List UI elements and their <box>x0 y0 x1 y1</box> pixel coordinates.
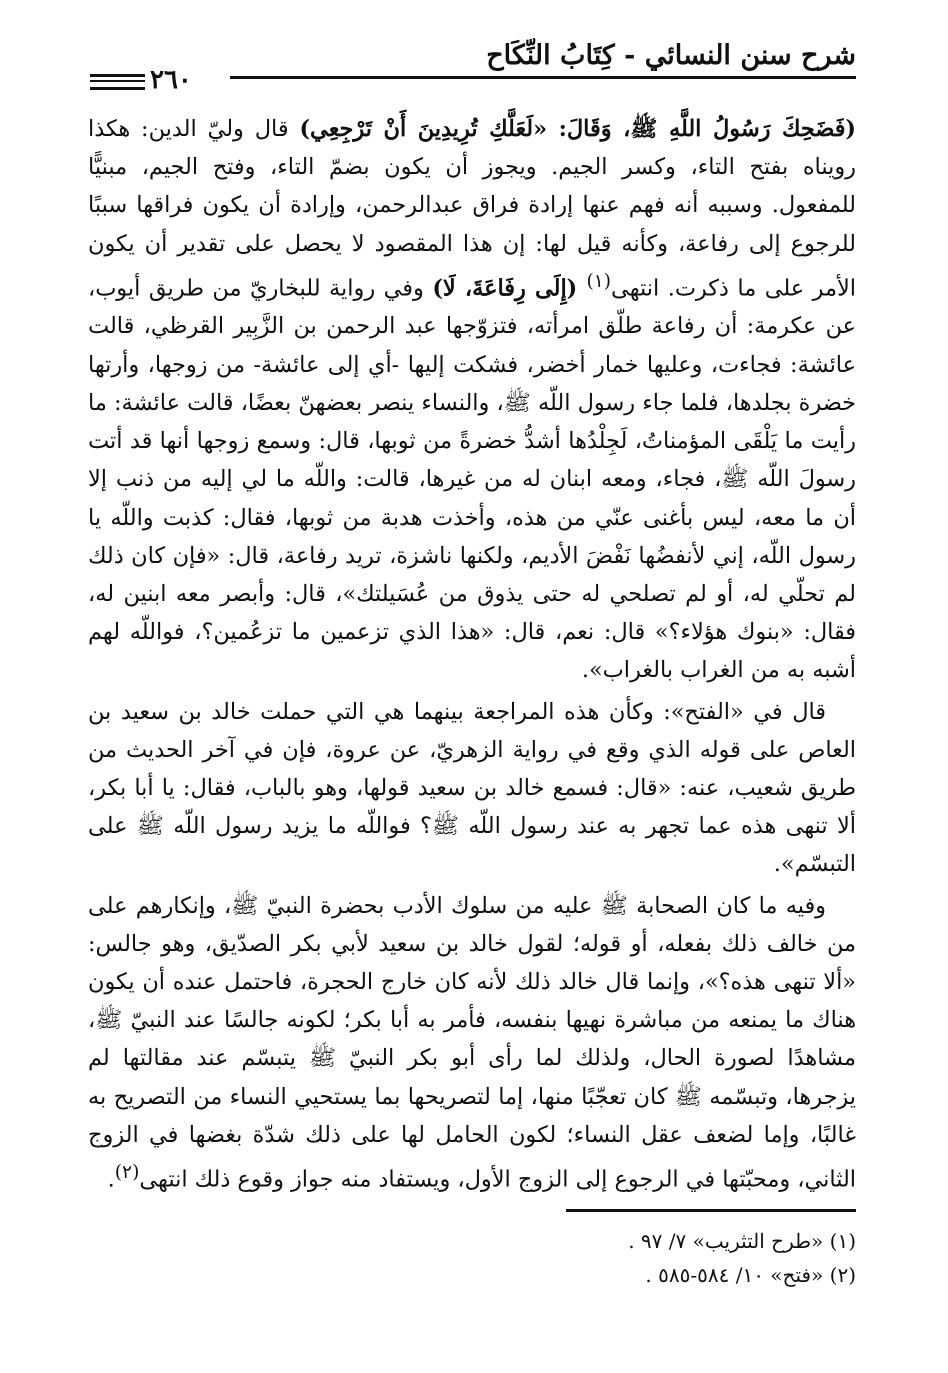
commentary-text-2: وفي رواية للبخاريّ من طريق أيوب، عن عكرمة: أن رفاعة طلّق امرأته، فتزوّجها عبد الرحمن بن الزَّبِير القرظي، قالت عائشة: فجاءت، وعليها خمار أخضر، فشكت إليها -أي إلى عائشة- من زوجها، وأرتها خضرة بجلدها، فلما جاء رسول اللّه ﷺ، والنساء ينصر بعضهنّ بعضًا، قالت عائشة: ما رأيت ما يَلْقَى المؤمناتُ، لَجِلْدُها أشدُّ خضرةً من ثوبها، قال: وسمع زوجها أنها قد أتت رسولَ اللّه ﷺ، فجاء، ومعه ابنان له من غيرها، قالت: واللّه ما لي إليه من ذنب إلا أن ما معه، ليس بأغنى عنّي من هذه، وأخذت هدبة من ثوبها، فقال: كذبت واللّه يا رسول اللّه، إني لأنفضُها نَفْضَ الأديم، ولكنها ناشزة، تريد رفاعة، قال: «فإن كان ذلك لم تحلّي له، أو لم تصلحي له حتى يذوق من عُسَيلتك»، قال: وأبصر معه ابنين له، فقال: «بنوك هؤلاء؟» قال: نعم، قال: «هذا الذي تزعمين ما تزعُمين؟، فواللّه لهم أشبه به من الغراب بالغراب». <box>88 275 856 684</box>
footnote-divider <box>566 1209 856 1212</box>
footnote-ref-2: (٢) <box>114 1161 140 1183</box>
paragraph-3 <box>88 887 856 1199</box>
footnote-2: (٢) «فتح» ١٠/ ٥٨٤-٥٨٥ . <box>645 1263 856 1287</box>
hadith-quote: (فَضَحِكَ رَسُولُ اللَّهِ ﷺ، وَقَالَ: «لَعَلَّكِ تُرِيدِينَ أَنْ تَرْجِعِي) <box>299 116 857 142</box>
main-text <box>88 110 856 1199</box>
page-number-block <box>90 66 230 94</box>
commentary-text: قال وليّ الدين: هكذا رويناه بفتح التاء، وكسر الجيم. ويجوز أن يكون بضمّ التاء، وفتح الجيم، مبنيًّا للمفعول. وسببه أنه فهم عنها إرادة فراق عبدالرحمن، وإرادة أن يكون فراقها سببًا للرجوع إلى رفاعة، وكأنه قيل لها: إن هذا المقصود لا يحصل على تقدير أن يكون الأمر على ما ذكرت. انتهى <box>88 116 856 302</box>
page-header <box>90 38 856 95</box>
footnotes <box>356 1224 856 1292</box>
page-number: ٢٦٠ <box>150 65 192 95</box>
hadith-quote-2: (إِلَى رِفَاعَةَ، لَا) <box>432 275 587 302</box>
page-number-ornament <box>90 74 145 90</box>
paragraph-1 <box>88 110 856 690</box>
paragraph-end: . <box>107 1166 115 1193</box>
commentary-text-3: وفيه ما كان الصحابة ﷺ عليه من سلوك الأدب بحضرة النبيّ ﷺ، وإنكارهم على من خالف ذلك بفعله، أو قوله؛ لقول خالد بن سعيد لأبي بكر الصدّيق، وهو جالس: «ألا تنهى هذه؟»، وإنما قال خالد ذلك لأنه كان خارج الحجرة، فاحتمل عنده أن يكون هناك ما يمنعه من مباشرة نهيها بنفسه، فأمر به أبا بكر؛ لكونه جالسًا عند النبيّ ﷺ، مشاهدًا لصورة الحال، ولذلك لما رأى أبو بكر النبيّ ﷺ يتبسّم عند مقالتها لم يزجرها، وتبسّمه ﷺ كان تعجّبًا منها، إما لتصريحها بما يستحيي النساء من التصريح به غالبًا، وإما لضعف عقل النساء؛ لكون الحامل لها على ذلك شدّة بغضها في الزوج الثاني، ومحبّتها في الرجوع إلى الزوج الأول، ويستفاد منه جواز وقوع ذلك انتهى <box>88 892 856 1193</box>
footnote-1: (١) «طرح التثريب» ٧/ ٩٧ . <box>628 1229 856 1253</box>
paragraph-2: قال في «الفتح»: وكأن هذه المراجعة بينهما هي التي حملت خالد بن سعيد بن العاص على قوله الذي وقع في رواية الزهريّ، عن عروة، فإن في آخر الحديث من طريق شعيب، عنه: «قال: فسمع خالد بن سعيد قولها، وهو بالباب، فقال: يا أبا بكر، ألا تنهى هذه عما تجهر به عند رسول اللّه ﷺ؟ فواللّه ما يزيد رسول اللّه ﷺ على التبسّم». <box>88 698 856 878</box>
footnote-ref-1: (١) <box>586 270 612 292</box>
running-title: شرح سنن النسائي - كِتَابُ النِّكَاح <box>486 40 856 71</box>
